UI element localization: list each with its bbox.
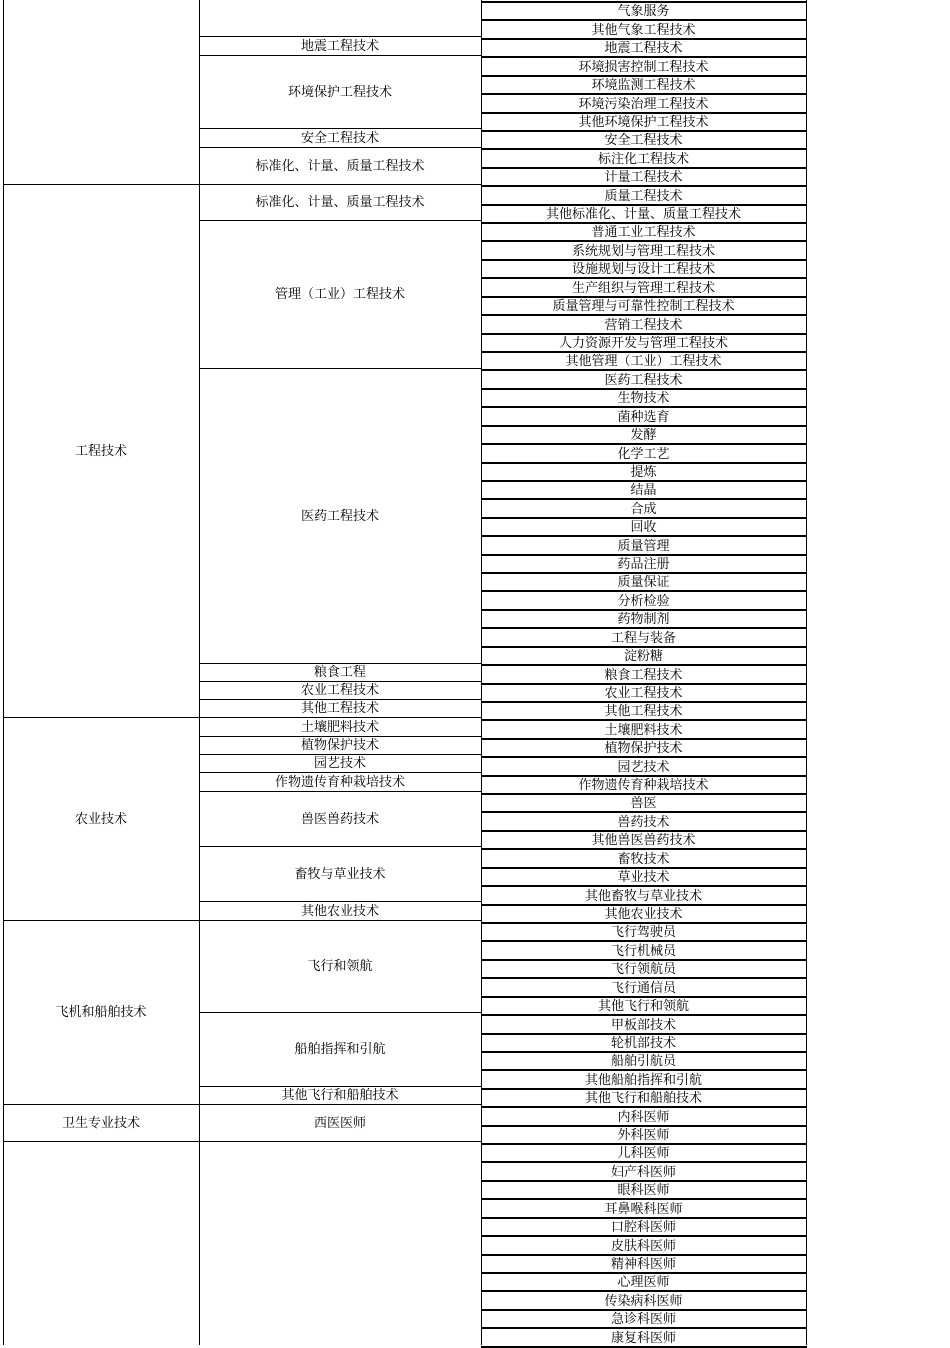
group-cell: 管理（工业）工程技术 xyxy=(274,287,405,302)
group-row-border xyxy=(199,220,481,221)
item-cell: 环境污染治理工程技术 xyxy=(578,97,709,112)
item-row-border xyxy=(481,204,807,206)
group-row-border xyxy=(199,184,481,185)
item-row-border xyxy=(481,572,807,574)
item-row-border xyxy=(481,462,807,464)
item-row-border xyxy=(481,848,807,850)
category-row-border xyxy=(3,184,199,185)
group-cell: 环境保护工程技术 xyxy=(287,84,392,100)
item-row-border xyxy=(481,1161,807,1163)
item-row-border xyxy=(481,185,807,187)
group-row-border xyxy=(199,1141,481,1142)
item-row-border xyxy=(481,167,807,169)
item-row-border xyxy=(481,701,807,703)
group-cell: 飞行和领航 xyxy=(307,959,373,974)
item-row-border xyxy=(481,296,807,298)
item-cell: 标注化工程技术 xyxy=(597,152,689,167)
item-cell: 其他标准化、计量、质量工程技术 xyxy=(545,207,741,222)
group-row-border xyxy=(199,1086,481,1087)
item-row-border xyxy=(481,867,807,869)
group-cell: 西医医师 xyxy=(313,1115,366,1131)
item-row-border xyxy=(481,683,807,685)
item-row-border xyxy=(481,56,807,58)
item-cell: 心理医师 xyxy=(617,1275,670,1290)
item-cell: 畜牧技术 xyxy=(617,852,670,867)
category-row-border xyxy=(3,1141,199,1142)
item-row-border xyxy=(481,922,807,924)
group-row-border xyxy=(199,147,481,148)
item-row-border xyxy=(481,1290,807,1292)
item-cell: 作物遗传育种栽培技术 xyxy=(578,778,709,793)
item-row-border xyxy=(481,1180,807,1182)
group-cell: 土壤肥料技术 xyxy=(300,719,379,735)
group-row-border xyxy=(199,55,481,56)
group-cell: 其他飞行和船舶技术 xyxy=(281,1088,399,1103)
item-cell: 生物技术 xyxy=(617,391,670,406)
item-cell: 提炼 xyxy=(630,465,657,480)
group-row-border xyxy=(199,717,481,718)
item-row-border xyxy=(481,1327,807,1329)
item-cell: 其他船舶指挥和引航 xyxy=(584,1073,702,1088)
item-row-border xyxy=(481,93,807,95)
item-cell: 飞行领航员 xyxy=(610,962,676,977)
item-cell: 安全工程技术 xyxy=(604,133,683,148)
item-cell: 发酵 xyxy=(630,428,657,443)
item-cell: 营销工程技术 xyxy=(604,318,683,333)
item-row-border xyxy=(481,996,807,998)
item-cell: 植物保护技术 xyxy=(604,741,683,756)
item-cell: 化学工艺 xyxy=(617,447,670,462)
category-cell: 农业技术 xyxy=(74,811,127,827)
item-cell: 康复科医师 xyxy=(610,1331,676,1346)
item-row-border xyxy=(481,646,807,648)
item-row-border xyxy=(481,406,807,408)
item-row-border xyxy=(481,259,807,261)
item-row-border xyxy=(481,1033,807,1035)
item-cell: 其他环境保护工程技术 xyxy=(578,115,709,130)
item-cell: 普通工业工程技术 xyxy=(591,225,696,240)
item-cell: 精神科医师 xyxy=(610,1257,676,1272)
group-cell: 畜牧与草业技术 xyxy=(294,866,386,882)
item-row-border xyxy=(481,535,807,537)
item-row-border xyxy=(481,480,807,482)
group-row-border xyxy=(199,736,481,737)
group-cell: 其他工程技术 xyxy=(300,701,379,716)
item-cell: 菌种选育 xyxy=(617,410,670,425)
item-cell: 其他飞行和船舶技术 xyxy=(584,1091,702,1106)
group-cell: 标准化、计量、质量工程技术 xyxy=(255,195,425,210)
group-cell: 标准化、计量、质量工程技术 xyxy=(255,158,425,174)
item-row-border xyxy=(481,148,807,150)
item-cell: 环境损害控制工程技术 xyxy=(578,60,709,75)
item-row-border xyxy=(481,1272,807,1274)
group-row-border xyxy=(199,1104,481,1105)
group-row-border xyxy=(199,1012,481,1013)
item-row-border xyxy=(481,904,807,906)
item-cell: 草业技术 xyxy=(617,870,670,885)
item-cell: 其他飞行和领航 xyxy=(597,999,689,1014)
item-cell: 回收 xyxy=(630,520,657,535)
item-row-border xyxy=(481,1198,807,1200)
item-cell: 甲板部技术 xyxy=(610,1018,676,1033)
group-row-border xyxy=(199,791,481,792)
group-row-border xyxy=(199,901,481,902)
item-row-border xyxy=(481,443,807,445)
item-cell: 质量工程技术 xyxy=(604,189,683,204)
item-cell: 结晶 xyxy=(630,483,657,498)
group-cell xyxy=(199,0,481,37)
item-row-border xyxy=(481,1051,807,1053)
item-cell: 工程与装备 xyxy=(610,631,676,646)
item-row-border xyxy=(481,498,807,500)
group-row-border xyxy=(199,36,481,37)
item-row-border xyxy=(481,609,807,611)
item-cell: 质量管理 xyxy=(617,539,670,554)
item-row-border xyxy=(481,590,807,592)
item-cell: 兽药技术 xyxy=(617,815,670,830)
group-cell: 作物遗传育种栽培技术 xyxy=(274,774,405,790)
group-cell: 船舶指挥和引航 xyxy=(294,1042,386,1057)
group-cell: 兽医兽药技术 xyxy=(300,811,379,827)
item-cell: 皮肤科医师 xyxy=(610,1239,676,1254)
item-cell: 儿科医师 xyxy=(617,1146,670,1161)
group-cell: 医药工程技术 xyxy=(300,508,379,524)
item-row-border xyxy=(481,554,807,556)
item-cell: 淀粉糖 xyxy=(623,649,663,664)
item-cell: 环境监测工程技术 xyxy=(591,78,696,93)
item-cell: 其他气象工程技术 xyxy=(591,23,696,38)
item-cell: 药物制剂 xyxy=(617,612,670,627)
item-row-border xyxy=(481,1088,807,1090)
group-row-border xyxy=(199,846,481,847)
item-row-border xyxy=(481,222,807,224)
item-row-border xyxy=(481,314,807,316)
item-cell: 气象服务 xyxy=(617,4,670,19)
item-row-border xyxy=(481,738,807,740)
category-row-border xyxy=(3,1104,199,1105)
item-row-border xyxy=(481,38,807,40)
item-row-border xyxy=(481,130,807,132)
item-row-border xyxy=(481,1254,807,1256)
group-row-border xyxy=(199,754,481,755)
group-cell: 农业工程技术 xyxy=(300,683,379,698)
item-cell: 眼科医师 xyxy=(617,1183,670,1198)
item-row-border xyxy=(481,1106,807,1108)
item-cell: 耳鼻喉科医师 xyxy=(604,1202,683,1217)
item-cell: 医药工程技术 xyxy=(604,373,683,388)
item-cell: 质量管理与可靠性控制工程技术 xyxy=(552,299,735,314)
item-cell: 生产组织与管理工程技术 xyxy=(571,281,715,296)
item-cell: 妇产科医师 xyxy=(610,1165,676,1180)
item-cell: 急诊科医师 xyxy=(610,1312,676,1327)
item-row-border xyxy=(481,240,807,242)
group-row-border xyxy=(199,772,481,773)
item-cell: 兽医 xyxy=(630,796,657,811)
item-cell: 粮食工程技术 xyxy=(604,668,683,683)
group-cell: 其他农业技术 xyxy=(300,903,379,919)
category-cell: 卫生专业技术 xyxy=(61,1115,140,1131)
item-cell: 设施规划与设计工程技术 xyxy=(571,262,715,277)
item-row-border xyxy=(481,1217,807,1219)
group-row-border xyxy=(199,699,481,700)
item-row-border xyxy=(481,333,807,335)
item-cell: 飞行驾驶员 xyxy=(610,925,676,940)
item-row-border xyxy=(481,793,807,795)
group-row-border xyxy=(199,663,481,664)
group-row-border xyxy=(199,920,481,921)
item-row-border xyxy=(481,277,807,279)
item-row-border xyxy=(481,719,807,721)
item-cell: 其他工程技术 xyxy=(604,704,683,719)
group-row-border xyxy=(199,128,481,129)
item-cell: 外科医师 xyxy=(617,1128,670,1143)
group-cell: 安全工程技术 xyxy=(300,130,379,146)
item-row-border xyxy=(481,1309,807,1311)
group-row-border xyxy=(199,368,481,369)
item-cell: 系统规划与管理工程技术 xyxy=(571,244,715,259)
item-cell: 土壤肥料技术 xyxy=(604,723,683,738)
category-row-border xyxy=(3,717,199,718)
item-cell: 地震工程技术 xyxy=(604,41,683,56)
group-cell xyxy=(199,1142,481,1345)
item-row-border xyxy=(481,1069,807,1071)
category-row-border xyxy=(3,920,199,921)
category-cell xyxy=(3,1142,199,1345)
item-cell: 农业工程技术 xyxy=(604,686,683,701)
item-cell: 飞行机械员 xyxy=(610,944,676,959)
item-row-border xyxy=(481,425,807,427)
item-cell: 合成 xyxy=(630,502,657,517)
item-row-border xyxy=(481,351,807,353)
item-row-border xyxy=(481,811,807,813)
item-cell: 轮机部技术 xyxy=(610,1036,676,1051)
item-cell: 船舶引航员 xyxy=(610,1054,676,1069)
item-row-border xyxy=(481,664,807,666)
item-cell: 质量保证 xyxy=(617,575,670,590)
item-cell: 内科医师 xyxy=(617,1110,670,1125)
item-cell: 药品注册 xyxy=(617,557,670,572)
item-cell: 传染病科医师 xyxy=(604,1294,683,1309)
item-cell: 口腔科医师 xyxy=(610,1220,676,1235)
item-row-border xyxy=(481,112,807,114)
item-cell: 其他农业技术 xyxy=(604,907,683,922)
item-row-border xyxy=(481,1125,807,1127)
item-cell: 人力资源开发与管理工程技术 xyxy=(558,336,728,351)
item-row-border xyxy=(481,940,807,942)
item-cell: 飞行通信员 xyxy=(610,981,676,996)
category-cell: 工程技术 xyxy=(74,443,127,459)
item-row-border xyxy=(481,369,807,371)
item-row-border xyxy=(481,885,807,887)
item-row-border xyxy=(481,830,807,832)
item-row-border xyxy=(481,517,807,519)
item-row-border xyxy=(481,775,807,777)
group-cell: 园艺技术 xyxy=(313,756,366,771)
item-row-border xyxy=(481,1143,807,1145)
item-row-border xyxy=(481,19,807,21)
category-cell: 飞机和船舶技术 xyxy=(55,1005,147,1020)
item-row-border xyxy=(481,388,807,390)
item-cell: 园艺技术 xyxy=(617,760,670,775)
item-cell: 计量工程技术 xyxy=(604,170,683,185)
item-row-border xyxy=(481,977,807,979)
item-row-border xyxy=(481,1235,807,1237)
item-row-border xyxy=(481,627,807,629)
item-cell: 其他兽医兽药技术 xyxy=(591,833,696,848)
item-row-border xyxy=(481,959,807,961)
group-cell: 地震工程技术 xyxy=(300,38,379,54)
item-row-border xyxy=(481,1,807,3)
group-cell: 植物保护技术 xyxy=(300,738,379,753)
group-cell: 粮食工程 xyxy=(313,665,366,680)
item-row-border xyxy=(481,75,807,77)
group-row-border xyxy=(199,681,481,682)
item-row-border xyxy=(481,756,807,758)
item-row-border xyxy=(481,1014,807,1016)
item-cell: 其他管理（工业）工程技术 xyxy=(565,354,722,369)
item-cell: 其他畜牧与草业技术 xyxy=(584,889,702,904)
item-cell: 分析检验 xyxy=(617,594,670,609)
